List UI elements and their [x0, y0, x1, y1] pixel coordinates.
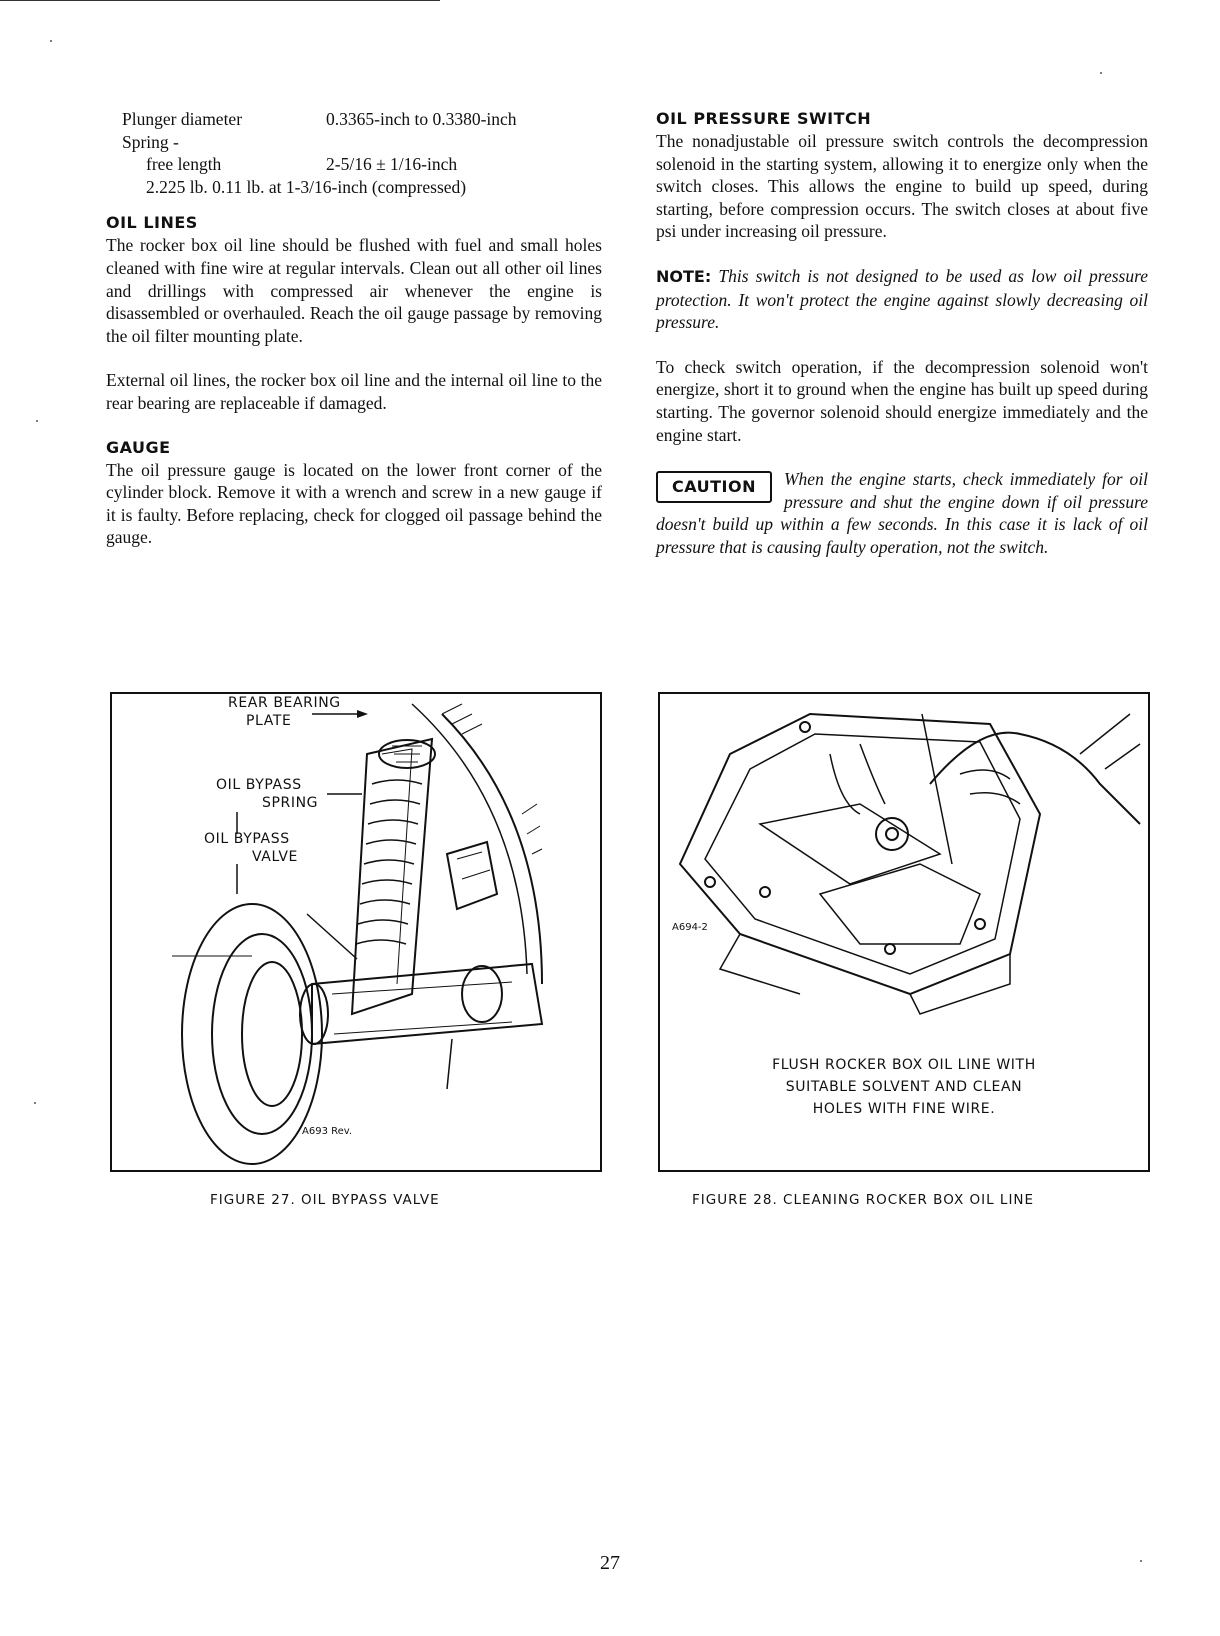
oil-lines-paragraph-2: External oil lines, the rocker box oil line and the internal oil line to the rear bearing are replaceable if damaged.	[106, 370, 602, 413]
oil-pressure-switch-paragraph-1: The nonadjustable oil pressure switch controls the decompression solenoid in the starting system, allowing it to energize only when the switch closes. This allows the engine to build up speed, during starting, before compression occurs. The switch closes at about five psi under increasing oil pressure.	[656, 131, 1148, 242]
scan-speck	[36, 420, 38, 422]
oil-bypass-valve-illustration	[112, 694, 600, 1170]
figure-28-code: A694-2	[672, 922, 708, 933]
right-column	[656, 108, 1148, 559]
note-paragraph	[656, 265, 1148, 334]
spec-spring	[106, 131, 602, 154]
label-rear-bearing-1: REAR BEARING	[228, 695, 341, 711]
figure-28-caption: FIGURE 28. CLEANING ROCKER BOX OIL LINE	[692, 1192, 1035, 1208]
label-rear-bearing-2: PLATE	[246, 713, 292, 729]
spec-plunger-value: 0.3365-inch to 0.3380-inch	[326, 109, 517, 129]
scan-speck	[1100, 72, 1102, 74]
spec-free-length	[106, 153, 602, 176]
label-oil-bypass-spring-2: SPRING	[262, 795, 319, 811]
note-label: NOTE:	[656, 266, 712, 286]
oil-lines-paragraph-1: The rocker box oil line should be flushed with fuel and small holes cleaned with fine wire at regular intervals. Clean out all other oil lines and drillings with compressed air whenever the engine is disassembled or overhauled. Reach the oil gauge passage by removing the oil filter mounting plate.	[106, 235, 602, 346]
scan-speck	[34, 1102, 36, 1104]
figure-28-inner-caption	[660, 1054, 1148, 1120]
scan-speck	[50, 40, 52, 42]
caution-badge: CAUTION	[656, 471, 772, 503]
scan-speck	[1140, 1560, 1142, 1562]
figure-28-inner-line-1: FLUSH ROCKER BOX OIL LINE WITH	[772, 1057, 1036, 1073]
spec-free-length-label: free length	[146, 154, 222, 175]
spec-spring-label: Spring -	[122, 131, 179, 152]
figure-27-caption: FIGURE 27. OIL BYPASS VALVE	[210, 1192, 440, 1208]
spec-plunger-label: Plunger diameter	[122, 109, 243, 129]
gauge-paragraph: The oil pressure gauge is located on the lower front corner of the cylinder block. Remove it with a wrench and screw in a new gauge if it is faulty. Before replacing, check for clogged oil passage behind the gauge.	[106, 459, 602, 548]
oil-pressure-switch-heading: OIL PRESSURE SWITCH	[656, 109, 872, 128]
gauge-heading: GAUGE	[106, 437, 171, 457]
figure-28-inner-line-2: SUITABLE SOLVENT AND CLEAN	[785, 1079, 1023, 1095]
caution-text: When the engine starts, check immediately for oil pressure and shut the engine down if oil pressure doesn't build up within a few seconds. In this case it is lack of oil pressure that is causing faulty operation, not the switch.	[656, 469, 1148, 557]
left-column	[106, 108, 602, 549]
label-oil-bypass-spring-1: OIL BYPASS	[216, 777, 302, 793]
caution-block	[656, 468, 1148, 558]
oil-lines-heading: OIL LINES	[106, 213, 198, 233]
spec-plunger	[106, 108, 602, 131]
page-number: 27	[600, 1552, 620, 1574]
figure-28-inner-line-3: HOLES WITH FINE WIRE.	[812, 1101, 996, 1117]
spec-compressed-value: 2.225 lb. 0.11 lb. at 1-3/16-inch (compressed)	[146, 176, 467, 197]
oil-pressure-switch-paragraph-2: To check switch operation, if the decompression solenoid won't energize, short it to ground when the engine has built up speed during starting. The governor solenoid should energize immediately and the engine start.	[656, 356, 1148, 445]
figure-28-cleaning-rocker-box-oil-line	[658, 692, 1150, 1172]
note-text: This switch is not designed to be used as low oil pressure protection. It won't protect the engine against slowly decreasing oil pressure.	[656, 265, 1149, 333]
spec-free-length-value: 2-5/16 ± 1/16-inch	[326, 154, 458, 175]
spec-compressed	[106, 176, 602, 199]
top-rule	[0, 0, 440, 1]
figure-27-code: A693 Rev.	[302, 1126, 353, 1137]
figure-27-oil-bypass-valve	[110, 692, 602, 1172]
label-oil-bypass-valve-1: OIL BYPASS	[204, 831, 290, 847]
label-oil-bypass-valve-2: VALVE	[252, 849, 298, 865]
